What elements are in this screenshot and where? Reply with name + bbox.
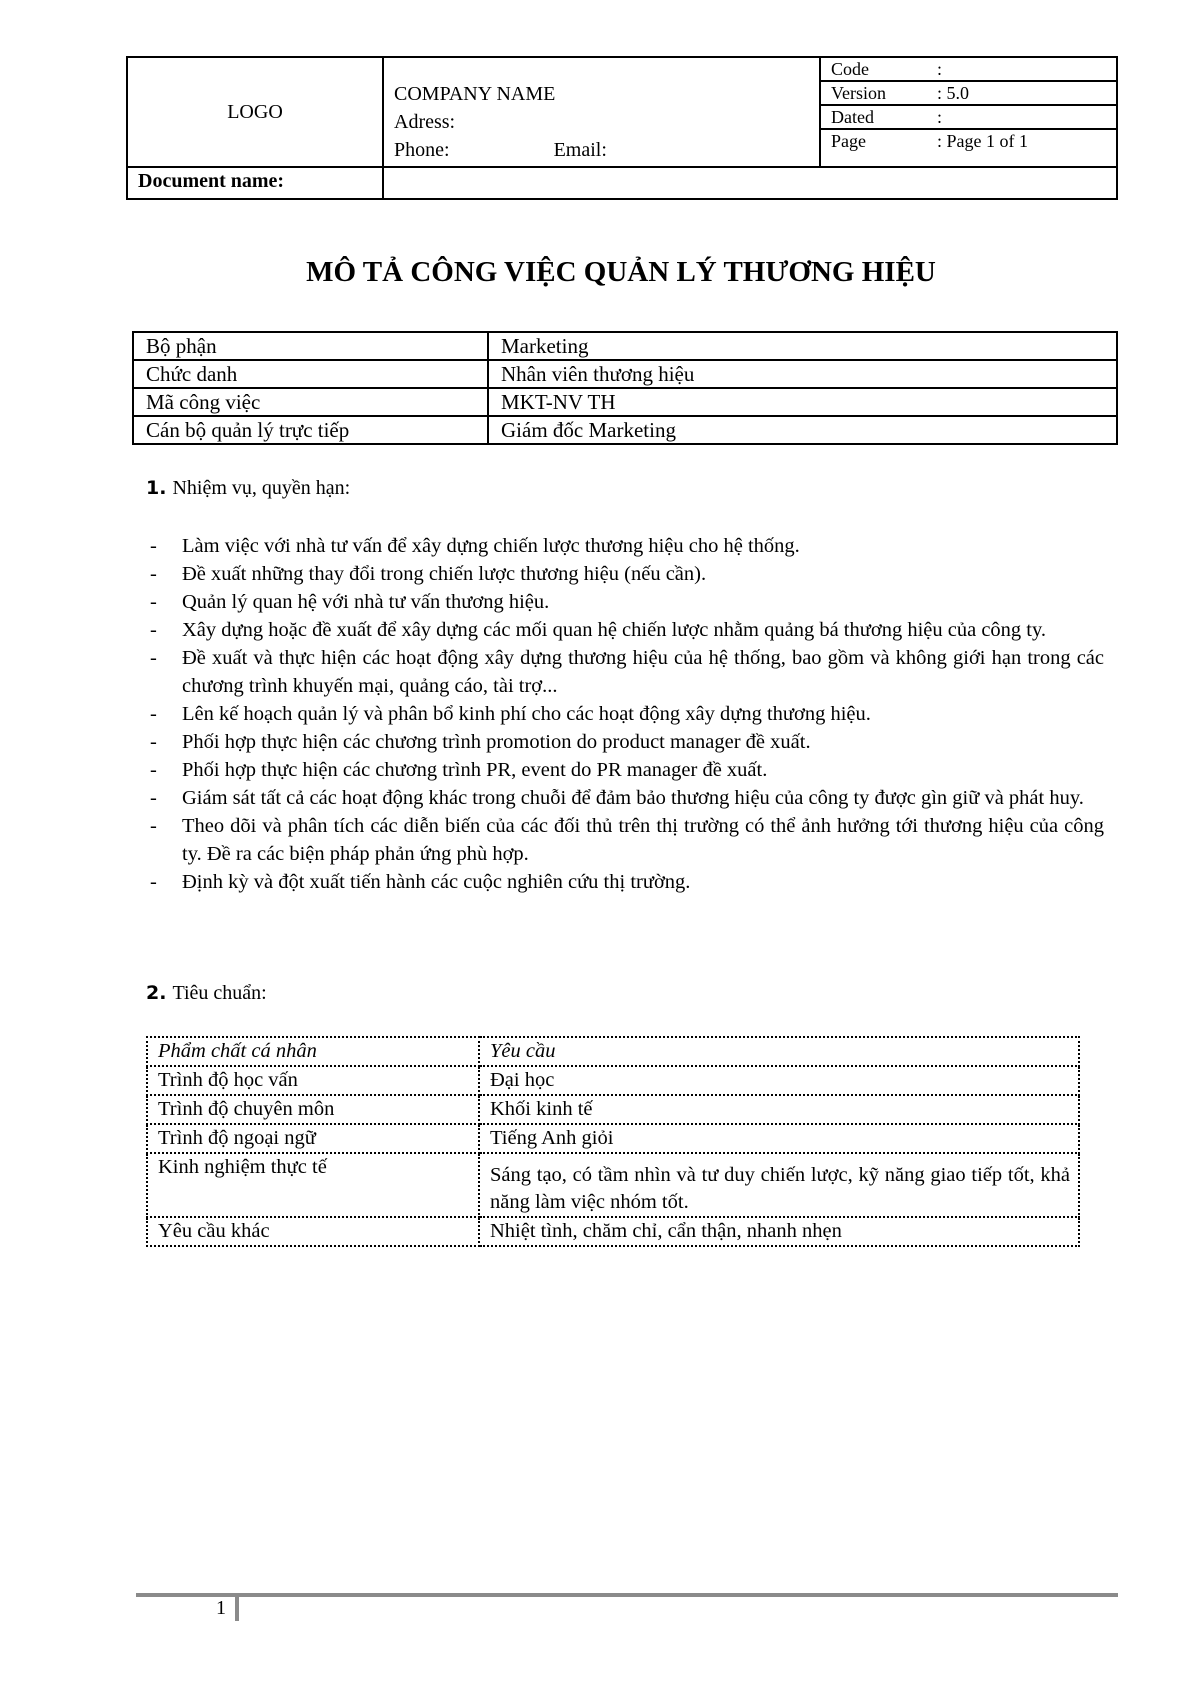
list-item: - Xây dựng hoặc đề xuất để xây dựng các mối quan hệ chiến lược nhằm quảng bá thương hiệu của công ty. [146,616,1104,644]
table-row: Kinh nghiệm thực tế Sáng tạo, có tầm nhìn và tư duy chiến lược, kỹ năng giao tiếp tốt, khả năng làm việc nhóm tốt. [147,1153,1079,1217]
table-row: Yêu cầu khác Nhiệt tình, chăm chỉ, cẩn thận, nhanh nhẹn [147,1217,1079,1246]
document-name-label: Document name: [127,167,383,199]
section-heading-duties: 1. Nhiệm vụ, quyền hạn: [146,477,351,499]
page-title: MÔ TẢ CÔNG VIỆC QUẢN LÝ THƯƠNG HIỆU [306,256,936,288]
list-item: - Đề xuất những thay đổi trong chiến lược thương hiệu (nếu cần). [146,560,1104,588]
table-row: Trình độ học vấn Đại học [147,1066,1079,1095]
document-name-value [383,167,1117,199]
company-address-label: Adress: [394,111,456,133]
list-item: - Đề xuất và thực hiện các hoạt động xây dựng thương hiệu của hệ thống, bao gồm và không giới hạn trong các chương trình khuyến mại, quảng cáo, tài trợ... [146,644,1104,700]
meta-row-version: Version : 5.0 [821,81,1116,105]
logo-placeholder: LOGO [127,57,383,167]
table-header-row: Phẩm chất cá nhân Yêu cầu [147,1037,1079,1066]
meta-row-page: Page : Page 1 of 1 [831,131,1028,151]
list-item: - Giám sát tất cả các hoạt động khác trong chuỗi để đảm bảo thương hiệu của công ty được gìn giữ và phát huy. [146,784,1104,812]
table-row: Trình độ chuyên môn Khối kinh tế [147,1095,1079,1124]
list-item: - Lên kế hoạch quản lý và phân bổ kinh phí cho các hoạt động xây dựng thương hiệu. [146,700,1104,728]
standards-table [146,1036,1080,1247]
meta-row-code: Code : [821,58,1116,81]
list-item: - Theo dõi và phân tích các diễn biến của các đối thủ trên thị trường có thể ảnh hưởng tới thương hiệu của công ty. Đề ra các biện pháp phản ứng phù hợp. [146,812,1104,868]
duties-list [146,532,1104,896]
footer-divider [136,1593,1118,1597]
company-name: COMPANY NAME [394,83,556,105]
job-info-table [132,331,1118,445]
company-phone-label: Phone: [394,139,450,161]
table-row: Cán bộ quản lý trực tiếp Giám đốc Marketing [133,416,1117,444]
footer-separator [235,1597,239,1621]
section-heading-standards: 2. Tiêu chuẩn: [146,982,267,1004]
table-row: Bộ phận Marketing [133,332,1117,360]
list-item: - Quản lý quan hệ với nhà tư vấn thương hiệu. [146,588,1104,616]
list-item: - Làm việc với nhà tư vấn để xây dựng chiến lược thương hiệu cho hệ thống. [146,532,1104,560]
list-item: - Phối hợp thực hiện các chương trình PR, event do PR manager đề xuất. [146,756,1104,784]
company-contact [394,136,819,164]
table-row: Mã công việc MKT-NV TH [133,388,1117,416]
list-item: - Phối hợp thực hiện các chương trình promotion do product manager đề xuất. [146,728,1104,756]
document-header [126,56,1118,200]
table-row: Trình độ ngoại ngữ Tiếng Anh giỏi [147,1124,1079,1153]
table-row: Chức danh Nhân viên thương hiệu [133,360,1117,388]
meta-row-dated: Dated : [821,105,1116,129]
document-meta [820,57,1117,167]
page-number: 1 [216,1597,226,1619]
company-email-label: Email: [553,139,607,161]
list-item: - Định kỳ và đột xuất tiến hành các cuộc nghiên cứu thị trường. [146,868,1104,896]
company-info [383,57,820,167]
